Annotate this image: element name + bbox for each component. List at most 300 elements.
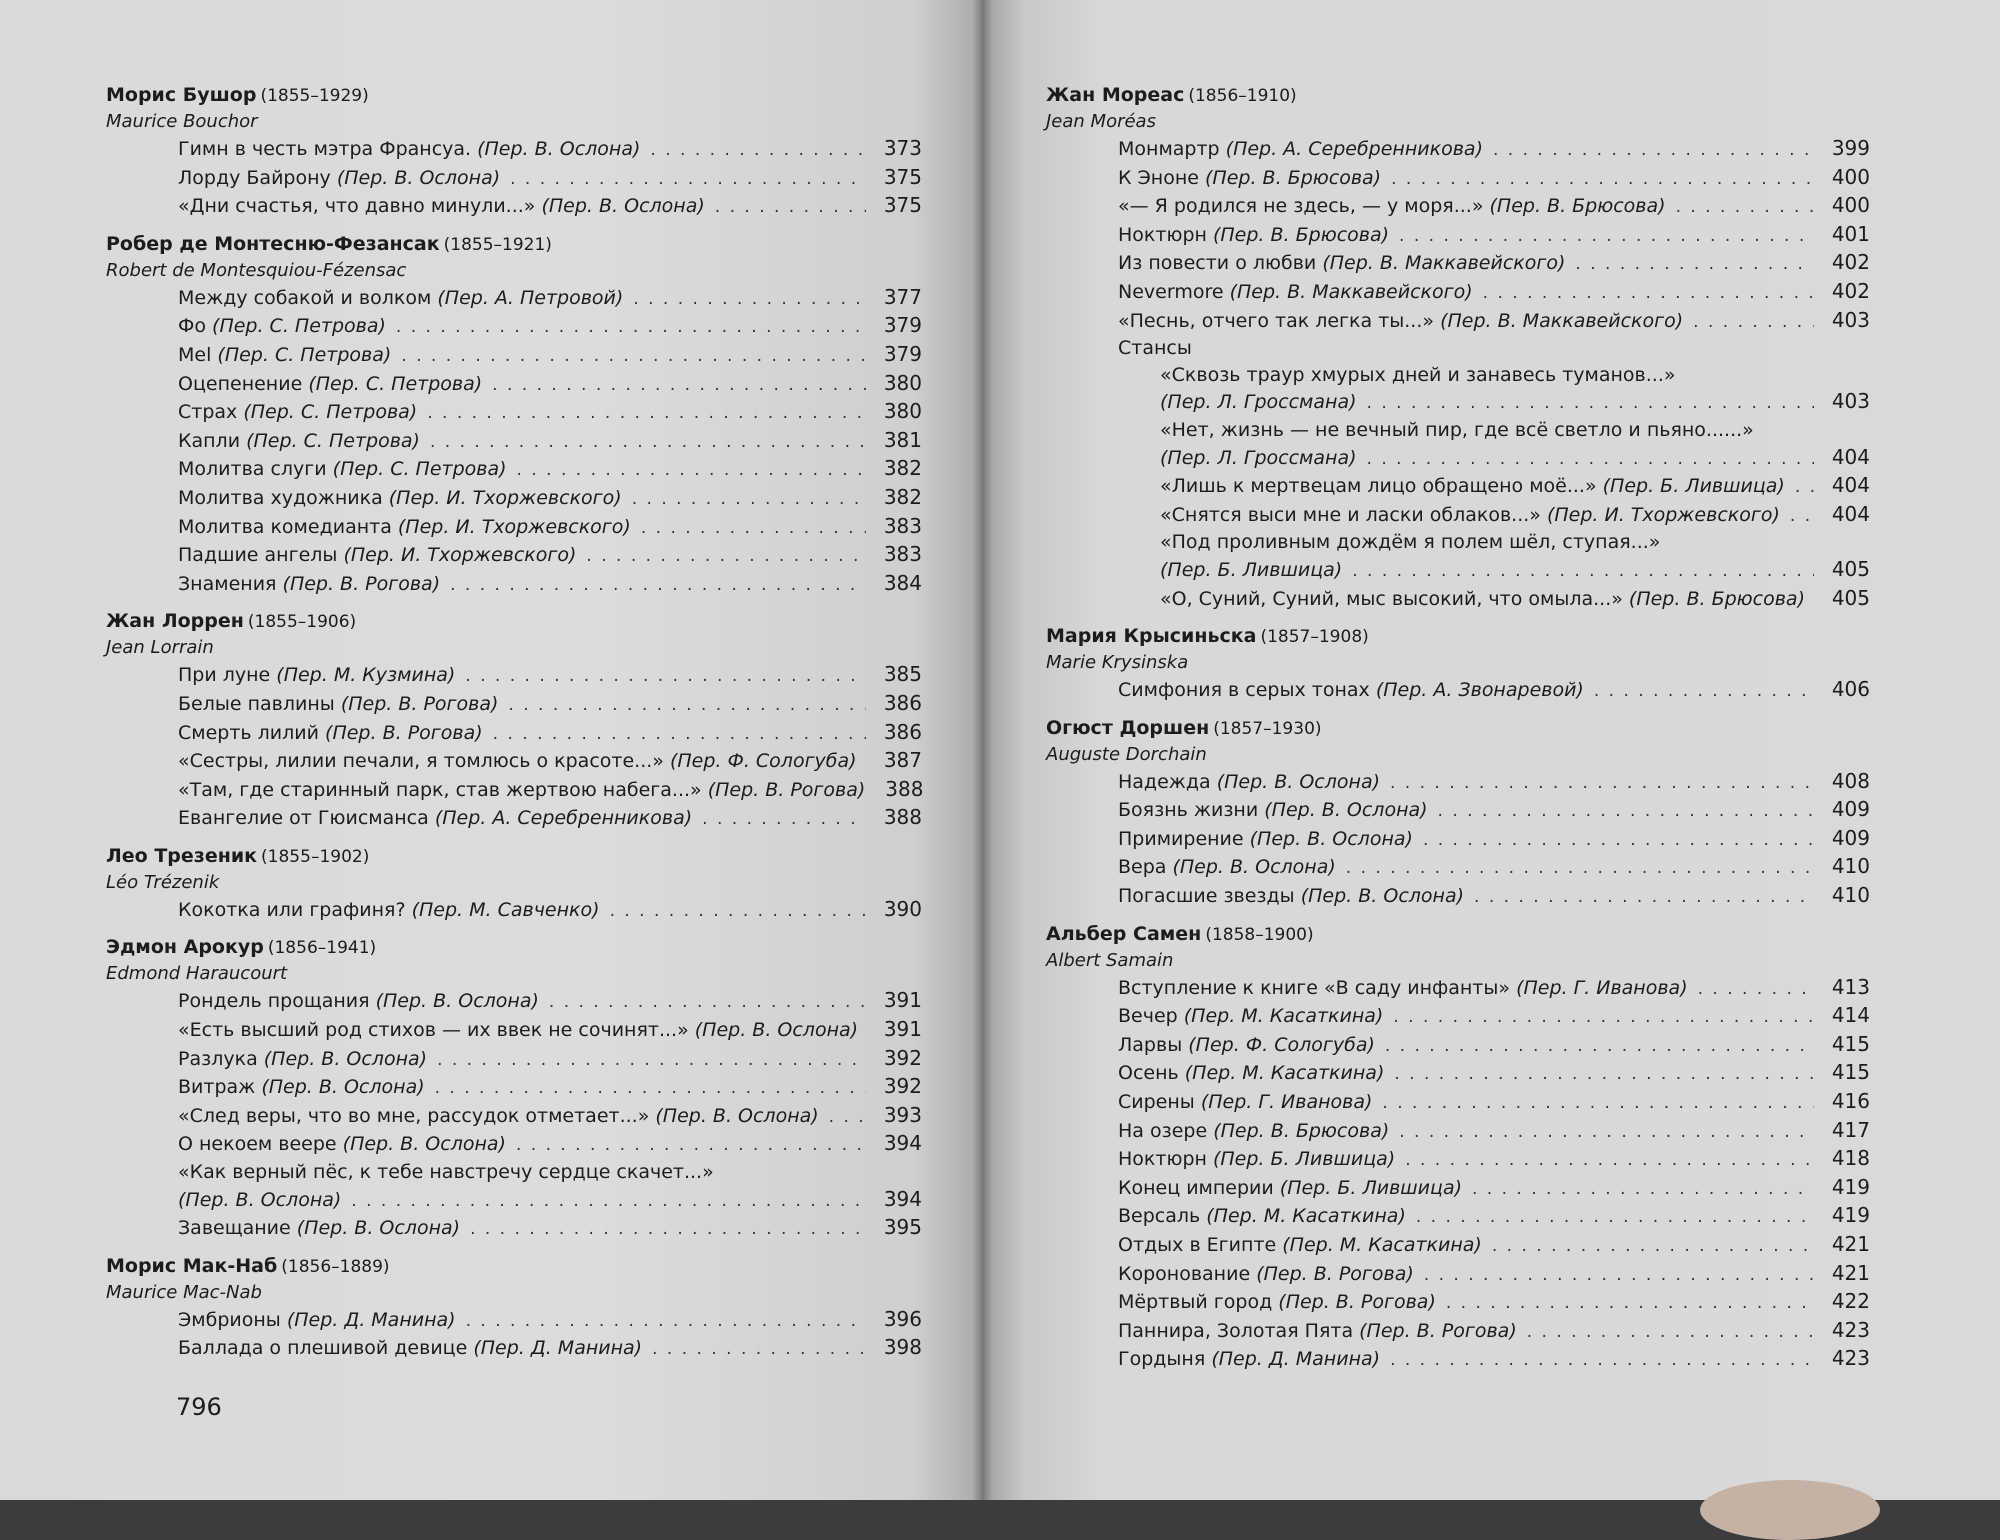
entry-title <box>1118 1003 1383 1030</box>
entry-title <box>1118 1261 1414 1288</box>
entry-title-text: Разлука <box>178 1047 258 1070</box>
entry-title <box>178 571 440 598</box>
entry-list <box>106 284 922 599</box>
entry-page-number: 423 <box>1831 1346 1870 1371</box>
dot-leader <box>1416 1204 1814 1231</box>
author-heading <box>106 1253 922 1280</box>
entry-page-number: 400 <box>1831 164 1870 189</box>
toc-entry <box>178 747 922 776</box>
entry-title <box>178 805 692 832</box>
toc-entry <box>1118 249 1870 278</box>
toc-entry <box>178 661 922 690</box>
entry-page-number: 415 <box>1831 1060 1870 1085</box>
entry-translator: (Пер. В. Рогова) <box>1359 1319 1517 1342</box>
toc-entry <box>178 484 922 513</box>
entry-translator: (Пер. Г. Иванова) <box>1200 1091 1373 1114</box>
entry-translator: (Пер. С. Петрова) <box>212 315 386 338</box>
toc-entry <box>1160 388 1870 417</box>
entry-page-number: 381 <box>883 427 922 452</box>
author-latin-name: Albert Samain <box>1046 949 1174 971</box>
entry-translator: (Пер. В. Рогова) <box>325 721 483 744</box>
toc-entry <box>178 284 922 313</box>
author-name: Эдмон Арокур <box>106 936 264 959</box>
entry-title-text: Вступление к книге «В саду инфанты» <box>1118 976 1511 999</box>
entry-title <box>178 1103 819 1130</box>
entry-translator: (Пер. С. Петрова) <box>217 343 392 366</box>
dot-leader <box>1385 1033 1814 1060</box>
entry-title <box>178 897 600 924</box>
entry-title-text: Ноктюрн <box>1118 1148 1207 1171</box>
author-name: Мария Крысиньска <box>1046 625 1257 648</box>
entry-translator: (Пер. В. Рогова) <box>1256 1262 1414 1285</box>
entry-title <box>178 1131 506 1158</box>
entry-list <box>1046 974 1870 1374</box>
entry-title <box>178 485 622 512</box>
dot-leader <box>1390 770 1814 797</box>
entry-title <box>178 428 420 455</box>
entry-title <box>1118 1060 1384 1087</box>
entry-title-text: «— Я родился не здесь, — у моря...» <box>1118 195 1484 218</box>
entry-title-text: При луне <box>178 664 271 687</box>
left-page-number: 796 <box>176 1393 222 1421</box>
toc-entry <box>178 1073 922 1102</box>
entry-translator: (Пер. Б. Лившица) <box>1212 1148 1396 1171</box>
toc-entry <box>1118 796 1870 825</box>
dot-leader <box>1492 1233 1814 1260</box>
entry-title <box>1118 1175 1462 1202</box>
author-latin-name: Marie Krysinska <box>1046 652 1189 674</box>
entry-title <box>178 691 498 718</box>
author-section <box>106 1253 922 1363</box>
author-dates: (1857–1930) <box>1213 718 1322 739</box>
entry-list <box>106 987 922 1242</box>
toc-entry <box>178 370 922 399</box>
entry-title <box>1118 975 1688 1002</box>
author-dates: (1855–1921) <box>443 234 552 255</box>
entry-page-number: 393 <box>883 1102 922 1127</box>
entry-title-line: «Сквозь траур хмурых дней и занавесь туманов...» <box>1160 363 1676 386</box>
entry-title <box>178 542 576 569</box>
entry-title-text: Страх <box>178 401 238 424</box>
toc-entry <box>178 541 922 570</box>
entry-page-number: 399 <box>1831 136 1870 160</box>
toc-entry <box>1118 1059 1870 1088</box>
author-section <box>1046 623 1870 705</box>
entry-title-text: Конец империи <box>1118 1176 1274 1199</box>
entry-page-number: 404 <box>1831 473 1870 498</box>
entry-title-text: «Сестры, лилии печали, я томлюсь о красоте...» <box>178 750 664 773</box>
dot-leader <box>508 692 866 719</box>
toc-entry <box>1118 307 1870 336</box>
entry-page-number: 404 <box>1831 444 1870 469</box>
author-dates: (1856–1910) <box>1188 86 1297 106</box>
entry-title-text: Молитва комедианта <box>178 515 392 538</box>
toc-entry <box>178 1102 922 1131</box>
dot-leader <box>1367 390 1814 417</box>
author-latin-name: Edmond Haraucourt <box>106 963 288 985</box>
entry-page-number: 417 <box>1831 1117 1870 1142</box>
entry-page-number: 396 <box>883 1306 922 1331</box>
entry-page-number: 398 <box>883 1335 922 1360</box>
entry-title <box>1118 769 1380 796</box>
entry-page-number: 421 <box>1831 1260 1870 1285</box>
toc-entry <box>1160 501 1870 530</box>
entry-page-number: 416 <box>1831 1089 1870 1114</box>
toc-entry <box>1160 585 1870 614</box>
dot-leader <box>1346 855 1814 882</box>
dot-leader <box>435 1075 866 1102</box>
dot-leader <box>517 457 866 484</box>
entry-page-number: 410 <box>1831 883 1870 908</box>
entry-translator: (Пер. А. Звонаревой) <box>1375 679 1584 702</box>
dot-leader <box>1594 678 1814 705</box>
dot-leader <box>1790 503 1814 530</box>
entry-title-text: Между собакой и волком <box>178 286 432 309</box>
author-latin-name: Jean Moréas <box>1046 111 1156 132</box>
entry-title <box>1118 250 1565 277</box>
entry-translator: (Пер. В. Ослона) <box>1216 770 1380 793</box>
toc-entry <box>1118 1145 1870 1174</box>
author-latin-name: Robert de Montesquiou-Fézensac <box>106 259 407 281</box>
author-dates: (1856–1889) <box>281 1256 390 1277</box>
author-name: Жан Мореас <box>1046 84 1185 106</box>
entry-translator: (Пер. В. Брюсова) <box>1212 223 1390 246</box>
author-heading <box>106 82 922 109</box>
toc-entry <box>178 1016 922 1045</box>
dot-leader <box>492 372 866 399</box>
entry-translator: (Пер. В. Ослона) <box>296 1217 461 1240</box>
dot-leader <box>1474 884 1814 911</box>
toc-entry <box>178 312 922 341</box>
entry-page-number: 373 <box>883 136 922 160</box>
entry-title-text: Паннира, Золотая Пята <box>1118 1319 1354 1342</box>
entry-list <box>106 135 922 221</box>
dot-leader <box>470 1216 866 1243</box>
entry-title <box>178 371 482 398</box>
entry-translator: (Пер. М. Касаткина) <box>1206 1205 1406 1228</box>
entry-translator: (Пер. Г. Иванова) <box>1516 976 1688 999</box>
dot-leader <box>715 194 866 221</box>
dot-leader <box>1399 1119 1814 1146</box>
entry-title-line: «Как верный пёс, к тебе навстречу сердце скачет...» <box>178 1161 714 1184</box>
entry-page-number: 403 <box>1831 307 1870 332</box>
entry-title-text: Знамения <box>178 572 277 595</box>
entry-translator: (Пер. С. Петрова) <box>246 429 420 452</box>
dot-leader <box>641 515 866 542</box>
entry-title-text: Витраж <box>178 1076 256 1099</box>
entry-page-number: 419 <box>1831 1174 1870 1199</box>
entry-title-text: Баллада о плешивой девице <box>178 1337 468 1360</box>
author-section <box>106 608 922 833</box>
entry-title <box>1118 826 1413 853</box>
entry-title-text: Мёртвый город <box>1118 1291 1273 1314</box>
author-heading <box>106 934 922 961</box>
toc-entry <box>178 164 922 193</box>
entry-title <box>178 988 539 1015</box>
dot-leader <box>1438 798 1814 825</box>
entry-title <box>178 514 631 541</box>
dot-leader <box>1698 976 1814 1003</box>
entry-title <box>1118 797 1428 824</box>
entry-list <box>1046 768 1870 911</box>
entry-title-text: Эмбрионы <box>178 1308 281 1331</box>
entry-translator: (Пер. В. Ослона) <box>178 1188 342 1211</box>
author-heading <box>106 608 922 635</box>
entry-translator: (Пер. В. Ослона) <box>694 1019 859 1042</box>
entry-title <box>1118 854 1336 881</box>
toc-entry <box>178 1045 922 1074</box>
entry-translator: (Пер. В. Ослона) <box>261 1076 425 1099</box>
entry-translator: (Пер. В. Ослона) <box>1264 799 1428 822</box>
toc-entry <box>1118 882 1870 911</box>
entry-title-text: О некоем веере <box>178 1133 337 1156</box>
entry-title-line: «Нет, жизнь — не вечный пир, где всё светло и пьяно......» <box>1160 418 1754 441</box>
dot-leader <box>430 429 866 456</box>
dot-leader <box>1352 558 1814 585</box>
toc-entry <box>178 1214 922 1243</box>
entry-title-text: «Дни счастья, что давно минули...» <box>178 195 536 218</box>
author-section <box>106 934 922 1242</box>
entry-title-text: «Есть высший род стихов — их ввек не сочинят...» <box>178 1019 689 1042</box>
toc-entry <box>178 341 922 370</box>
toc-entry <box>1118 192 1870 221</box>
toc-entry <box>1118 1117 1870 1146</box>
entry-page-number: 380 <box>883 370 922 395</box>
entry-translator: (Пер. М. Кузмина) <box>276 664 456 687</box>
entry-translator: (Пер. Д. Манина) <box>286 1308 456 1331</box>
entry-page-number: 388 <box>883 805 922 830</box>
entry-page-number: 391 <box>883 988 922 1013</box>
entry-title <box>178 399 417 426</box>
entry-title-text: Симфония в серых тонах <box>1118 679 1370 702</box>
entry-page-number: 406 <box>1831 677 1870 702</box>
author-section <box>1046 715 1870 911</box>
entry-page-number: 392 <box>883 1045 922 1070</box>
entry-title <box>178 748 857 775</box>
author-section <box>106 843 922 925</box>
entry-title-text: Смерть лилий <box>178 721 319 744</box>
entry-title-text: Осень <box>1118 1062 1179 1085</box>
entry-title-text: Nevermore <box>1118 280 1224 303</box>
entry-translator: (Пер. В. Ослона) <box>342 1133 506 1156</box>
entry-title <box>1118 279 1473 306</box>
dot-leader <box>633 286 866 313</box>
entry-translator: (Пер. Ф. Сологуба) <box>1188 1033 1375 1056</box>
entry-page-number: 382 <box>883 456 922 481</box>
thumb-photo-artifact <box>1700 1480 1880 1540</box>
entry-translator: (Пер. М. Касаткина) <box>1282 1234 1482 1256</box>
author-dates: (1855–1902) <box>261 846 370 867</box>
dot-leader <box>1472 1176 1814 1203</box>
entry-title <box>178 1335 642 1362</box>
entry-page-number: 391 <box>883 1017 922 1042</box>
entry-translator: (Пер. И. Тхоржевского) <box>1546 503 1780 526</box>
entry-translator: (Пер. М. Касаткина) <box>1184 1062 1385 1085</box>
entry-page-number: 409 <box>1831 797 1870 822</box>
entry-page-number: 379 <box>883 313 922 338</box>
entry-title-text: Вера <box>1118 856 1167 879</box>
entry-title-text: Евангелие от Гюисманса <box>178 807 429 830</box>
entry-translator: (Пер. В. Рогова) <box>1278 1291 1436 1314</box>
entry-list <box>1046 676 1870 705</box>
dot-leader <box>1382 1090 1814 1117</box>
entry-title-text: «Лишь к мертвецам лицо обращено моё...» <box>1160 475 1597 498</box>
toc-entry <box>1118 1174 1870 1203</box>
entry-title-text: Ноктюрн <box>1118 223 1207 246</box>
entry-page-number: 382 <box>883 484 922 509</box>
toc-entry <box>178 987 922 1016</box>
toc-entry <box>178 135 922 164</box>
toc-entry <box>178 690 922 719</box>
dot-leader <box>1393 1004 1814 1031</box>
entry-translator: (Пер. Б. Лившица) <box>1279 1176 1462 1199</box>
entry-title <box>1118 193 1666 220</box>
toc-entry <box>1118 135 1870 164</box>
entry-page-number: 375 <box>883 193 922 218</box>
author-heading <box>1046 921 1870 948</box>
toc-entry <box>178 896 922 925</box>
entry-page-number: 419 <box>1831 1203 1870 1228</box>
entry-page-number: 415 <box>1831 1031 1870 1056</box>
toc-entry <box>1160 556 1870 585</box>
entry-list <box>106 896 922 925</box>
author-dates: (1857–1908) <box>1260 627 1369 648</box>
entry-title <box>1118 1203 1406 1230</box>
toc-entry <box>178 1130 922 1159</box>
entry-page-number: 409 <box>1831 825 1870 850</box>
entry-title <box>1118 222 1389 249</box>
entry-title <box>1118 165 1381 192</box>
entry-page-number: 401 <box>1831 221 1870 246</box>
entry-page-number: 403 <box>1831 389 1870 414</box>
entry-title-text: Ларвы <box>1118 1033 1183 1056</box>
entry-page-number: 423 <box>1831 1317 1870 1342</box>
entry-title <box>1118 1089 1372 1116</box>
toc-entry <box>178 570 922 599</box>
entry-title-text: «Там, где старинный парк, став жертвою набега...» <box>178 778 702 801</box>
entry-title <box>1118 1318 1517 1345</box>
toc-entry <box>178 719 922 748</box>
entry-title <box>1118 1346 1380 1373</box>
entry-translator: (Пер. Л. Гроссмана) <box>1160 391 1357 414</box>
entry-title-text: Оцепенение <box>178 372 303 395</box>
entry-title-text: Боязнь жизни <box>1118 799 1259 822</box>
entry-page-number: 375 <box>883 164 922 189</box>
entry-translator: (Пер. М. Савченко) <box>411 898 600 921</box>
toc-entry <box>1118 853 1870 882</box>
dot-leader <box>1527 1319 1814 1346</box>
entry-translator: (Пер. В. Ослона) <box>263 1047 428 1070</box>
dot-leader <box>610 898 866 925</box>
author-section <box>106 82 922 221</box>
entry-title <box>178 720 483 747</box>
toc-entry <box>1160 444 1870 473</box>
dot-leader <box>351 1188 866 1215</box>
entry-translator: (Пер. В. Рогова) <box>707 778 866 801</box>
entry-translator: (Пер. Л. Гроссмана) <box>1160 446 1357 469</box>
toc-entry <box>1118 825 1870 854</box>
entry-title-text: Лорду Байрону <box>178 166 331 189</box>
entry-page-number: 402 <box>1831 278 1870 303</box>
entry-page-number: 380 <box>883 399 922 424</box>
entry-page-number: 383 <box>883 513 922 538</box>
entry-title <box>178 662 455 689</box>
author-dates: (1855–1929) <box>260 86 369 106</box>
toc-entry <box>178 1334 922 1363</box>
left-page <box>0 0 982 1500</box>
entry-title <box>178 1046 427 1073</box>
right-toc <box>1046 82 1870 1374</box>
entry-title-text: Коронование <box>1118 1262 1251 1285</box>
author-latin-name: Jean Lorrain <box>106 637 214 659</box>
entry-title-text: Mel <box>178 343 212 366</box>
author-latin-name: Auguste Dorchain <box>1046 743 1207 765</box>
entry-page-number: 408 <box>1831 768 1870 793</box>
dot-leader <box>1391 166 1814 193</box>
toc-entry <box>178 1306 922 1335</box>
entry-title <box>178 136 640 163</box>
entry-title <box>178 285 623 312</box>
entry-title-text: Кокотка или графиня? <box>178 898 406 921</box>
entry-title <box>1118 1032 1375 1059</box>
entry-translator: (Пер. А. Петровой) <box>437 286 624 309</box>
entry-title <box>178 1307 456 1334</box>
entry-translator: (Пер. В. Рогова) <box>340 692 499 715</box>
entry-translator: (Пер. И. Тхоржевского) <box>343 544 577 567</box>
dot-leader <box>1367 446 1814 473</box>
author-heading <box>106 231 922 258</box>
dot-leader <box>396 314 866 341</box>
author-heading <box>1046 623 1870 650</box>
entry-title-text: Фо <box>178 315 206 338</box>
entry-page-number: 402 <box>1831 250 1870 275</box>
entry-title-text: «Снятся выси мне и ласки облаков...» <box>1160 503 1541 526</box>
author-name: Лео Трезеник <box>106 844 258 867</box>
dot-leader <box>1405 1147 1814 1174</box>
dot-leader <box>1575 251 1814 278</box>
dot-leader <box>450 572 866 599</box>
dot-leader <box>465 663 866 690</box>
toc-entry <box>178 1186 922 1215</box>
entry-title <box>1160 473 1785 500</box>
entry-translator: (Пер. В. Ослона) <box>1172 856 1336 879</box>
entry-title-text: Гимн в честь мэтра Франсуа. <box>178 138 472 160</box>
toc-entry <box>1118 278 1870 307</box>
entry-page-number: 383 <box>883 542 922 567</box>
entry-translator: (Пер. Ф. Сологуба) <box>669 750 857 773</box>
entry-title <box>1160 586 1805 613</box>
entry-translator: (Пер. Д. Манина) <box>1211 1348 1381 1371</box>
entry-title <box>178 1215 460 1242</box>
entry-title <box>1118 1118 1389 1145</box>
toc-entry <box>178 192 922 221</box>
author-name: Морис Мак-Наб <box>106 1254 278 1277</box>
entry-title-text: Падшие ангелы <box>178 544 338 567</box>
entry-title-text: Молитва художника <box>178 486 383 509</box>
entry-title <box>1118 883 1464 910</box>
entry-list <box>1046 135 1870 613</box>
entry-page-number: 394 <box>883 1131 922 1156</box>
entry-page-number: 394 <box>883 1186 922 1211</box>
entry-page-number: 404 <box>1831 501 1870 526</box>
dot-leader <box>1424 1262 1814 1289</box>
entry-title-line: «Под проливным дождём я полем шёл, ступая...» <box>1160 531 1661 554</box>
entry-translator: (Пер. А. Серебренникова) <box>434 807 693 830</box>
entry-title-text: Отдых в Египте <box>1118 1234 1277 1256</box>
entry-title-text: На озере <box>1118 1119 1208 1142</box>
toc-entry <box>1118 1288 1870 1317</box>
entry-page-number: 414 <box>1831 1003 1870 1028</box>
